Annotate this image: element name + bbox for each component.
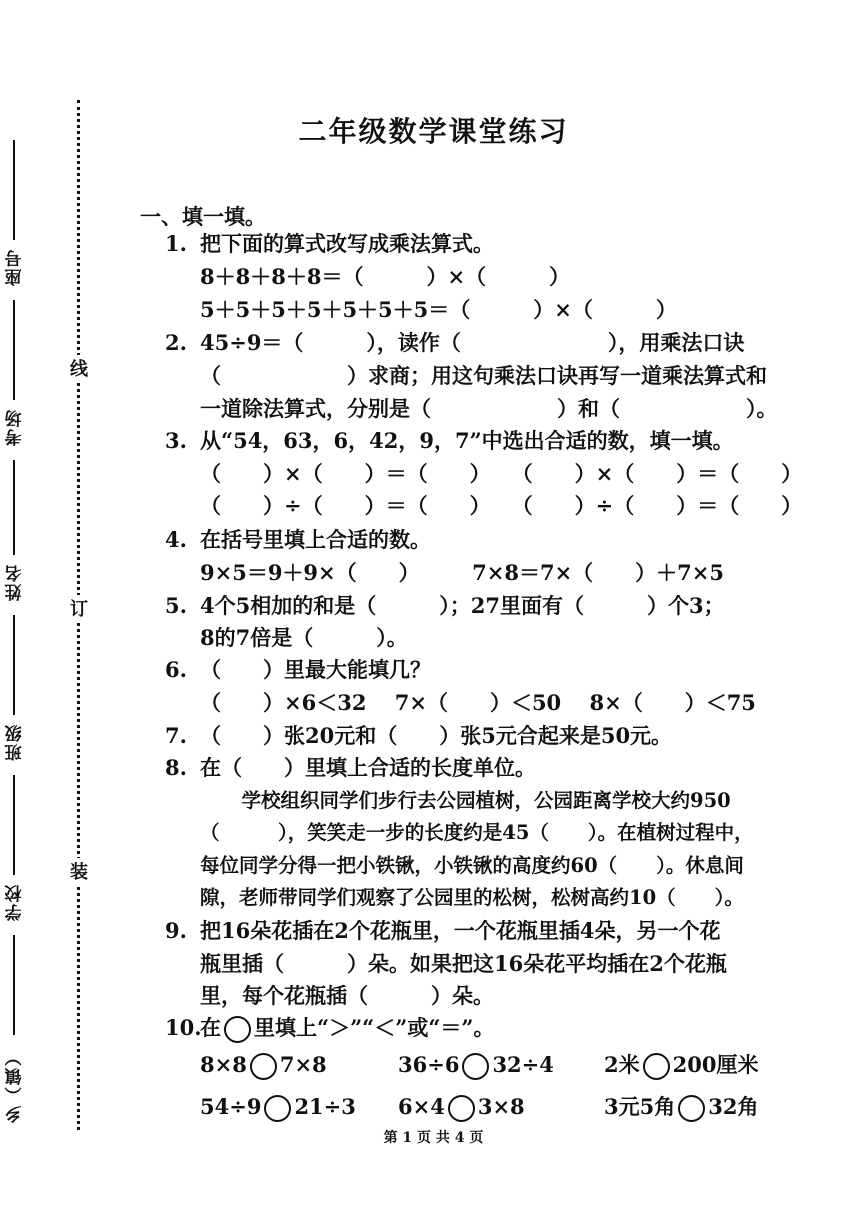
question-text: 瓶里插（ ）朵。如果把这16朵花平均插在2个花瓶 (200, 951, 727, 976)
compare-item (398, 1090, 525, 1124)
question-text: 在括号里填上合适的数。 (200, 527, 431, 552)
compare-right: 32÷4 (492, 1052, 554, 1077)
compare-right: 200厘米 (672, 1052, 759, 1077)
question-text: 8的7倍是（ ）。 (200, 625, 408, 650)
field-name-label: 姓名 (5, 563, 26, 602)
question-text: （ ）÷（ ）＝（ ） （ ）÷（ ）＝（ ） (200, 493, 803, 518)
question-text: 每位同学分得一把小铁锹，小铁锹的高度约60（ ）。休息间 (200, 854, 744, 877)
question-text: 学校组织同学们步行去公园植树，公园距离学校大约950 (222, 789, 731, 812)
question-number: 10. (165, 1015, 202, 1040)
compare-row (200, 1090, 800, 1124)
compare-circle-icon[interactable] (448, 1095, 475, 1122)
compare-item (604, 1090, 758, 1124)
question-number: 3. (165, 428, 187, 453)
question-text: 在（ ）里填上合适的长度单位。 (200, 755, 536, 780)
compare-circle-icon[interactable] (250, 1053, 277, 1080)
question-number: 2. (165, 330, 187, 355)
question-text: （ ）求商；用这句乘法口诀再写一道乘法算式和 (200, 363, 767, 388)
field-line (13, 140, 15, 240)
question-text: （ ）张20元和（ ）张5元合起来是50元。 (200, 723, 673, 748)
question-number: 4. (165, 527, 187, 552)
compare-item (200, 1090, 356, 1124)
question-text: 把16朵花插在2个花瓶里，一个花瓶里插4朵，另一个花 (200, 918, 721, 943)
compare-circle-icon[interactable] (678, 1095, 705, 1122)
question-number: 1. (165, 231, 187, 256)
field-line (13, 300, 15, 400)
field-line (13, 775, 15, 875)
question-text (200, 1014, 494, 1043)
question-text: （ ）×6＜32 7×（ ）＜50 8×（ ）＜75 (200, 690, 756, 715)
section-heading: 一、填一填。 (140, 204, 266, 229)
compare-circle-icon (224, 1016, 251, 1043)
compare-left: 2米 (604, 1052, 640, 1077)
field-school-label: 学校 (5, 883, 26, 922)
compare-right: 21÷3 (294, 1094, 356, 1119)
field-line (13, 460, 15, 555)
compare-left: 54÷9 (200, 1094, 262, 1119)
page-footer: 第 1 页 共 4 页 (383, 1130, 484, 1146)
compare-right: 32角 (708, 1094, 759, 1119)
question-text: 45÷9＝（ ），读作（ ），用乘法口诀 (200, 330, 745, 355)
question-text: 把下面的算式改写成乘法算式。 (200, 231, 494, 256)
question-number: 7. (165, 723, 187, 748)
compare-item (604, 1048, 758, 1082)
field-line (13, 935, 15, 1035)
question-text-part: 里填上“＞”“＜”或“＝”。 (254, 1015, 495, 1040)
cut-mark-bind: 订 (68, 595, 90, 621)
question-text: （ ）里最大能填几？ (200, 657, 431, 682)
compare-right: 3×8 (477, 1094, 525, 1119)
question-text: 4个5相加的和是（ ）；27里面有（ ）个3； (200, 593, 725, 618)
field-seat-number-label: 座号 (5, 248, 26, 287)
compare-item (398, 1048, 554, 1082)
compare-left: 3元5角 (604, 1094, 676, 1119)
question-text: 从“54，63，6，42，9，7”中选出合适的数，填一填。 (200, 428, 734, 453)
compare-circle-icon[interactable] (264, 1095, 291, 1122)
question-number: 9. (165, 918, 187, 943)
question-number: 5. (165, 593, 187, 618)
cut-mark-line: 线 (68, 355, 90, 381)
question-number: 6. (165, 657, 187, 682)
question-text: 里，每个花瓶插（ ）朵。 (200, 983, 494, 1008)
compare-circle-icon[interactable] (643, 1053, 670, 1080)
question-text: 5＋5＋5＋5＋5＋5＋5＝（ ）×（ ） (200, 297, 677, 322)
field-line (13, 615, 15, 715)
compare-left: 6×4 (398, 1094, 445, 1119)
compare-left: 8×8 (200, 1052, 247, 1077)
binding-margin (0, 0, 120, 1226)
compare-circle-icon[interactable] (462, 1053, 489, 1080)
question-text: （ ）×（ ）＝（ ） （ ）×（ ）＝（ ） (200, 461, 803, 486)
page-title: 二年级数学课堂练习 (298, 115, 569, 148)
compare-right: 7×8 (279, 1052, 327, 1077)
field-exam-room-label: 考场 (5, 408, 26, 447)
question-text: 隙，老师带同学们观察了公园里的松树，松树高约10（ ）。 (200, 886, 744, 909)
compare-row (200, 1048, 800, 1082)
question-text: 一道除法算式，分别是（ ）和（ ）。 (200, 396, 778, 421)
question-text-part: 在 (200, 1015, 221, 1040)
compare-left: 36÷6 (398, 1052, 460, 1077)
cut-mark-pack: 装 (68, 858, 90, 884)
field-township-label: 乡（镇） (5, 1047, 26, 1123)
question-text: （ ），笑笑走一步的长度约是45（ ）。在植树过程中， (200, 821, 754, 844)
question-text: 9×5＝9＋9×（ ） 7×8＝7×（ ）＋7×5 (200, 560, 724, 585)
compare-item (200, 1048, 327, 1082)
question-text: 8＋8＋8＋8＝（ ）×（ ） (200, 264, 571, 289)
field-class-label: 班级 (5, 723, 26, 762)
question-number: 8. (165, 755, 187, 780)
